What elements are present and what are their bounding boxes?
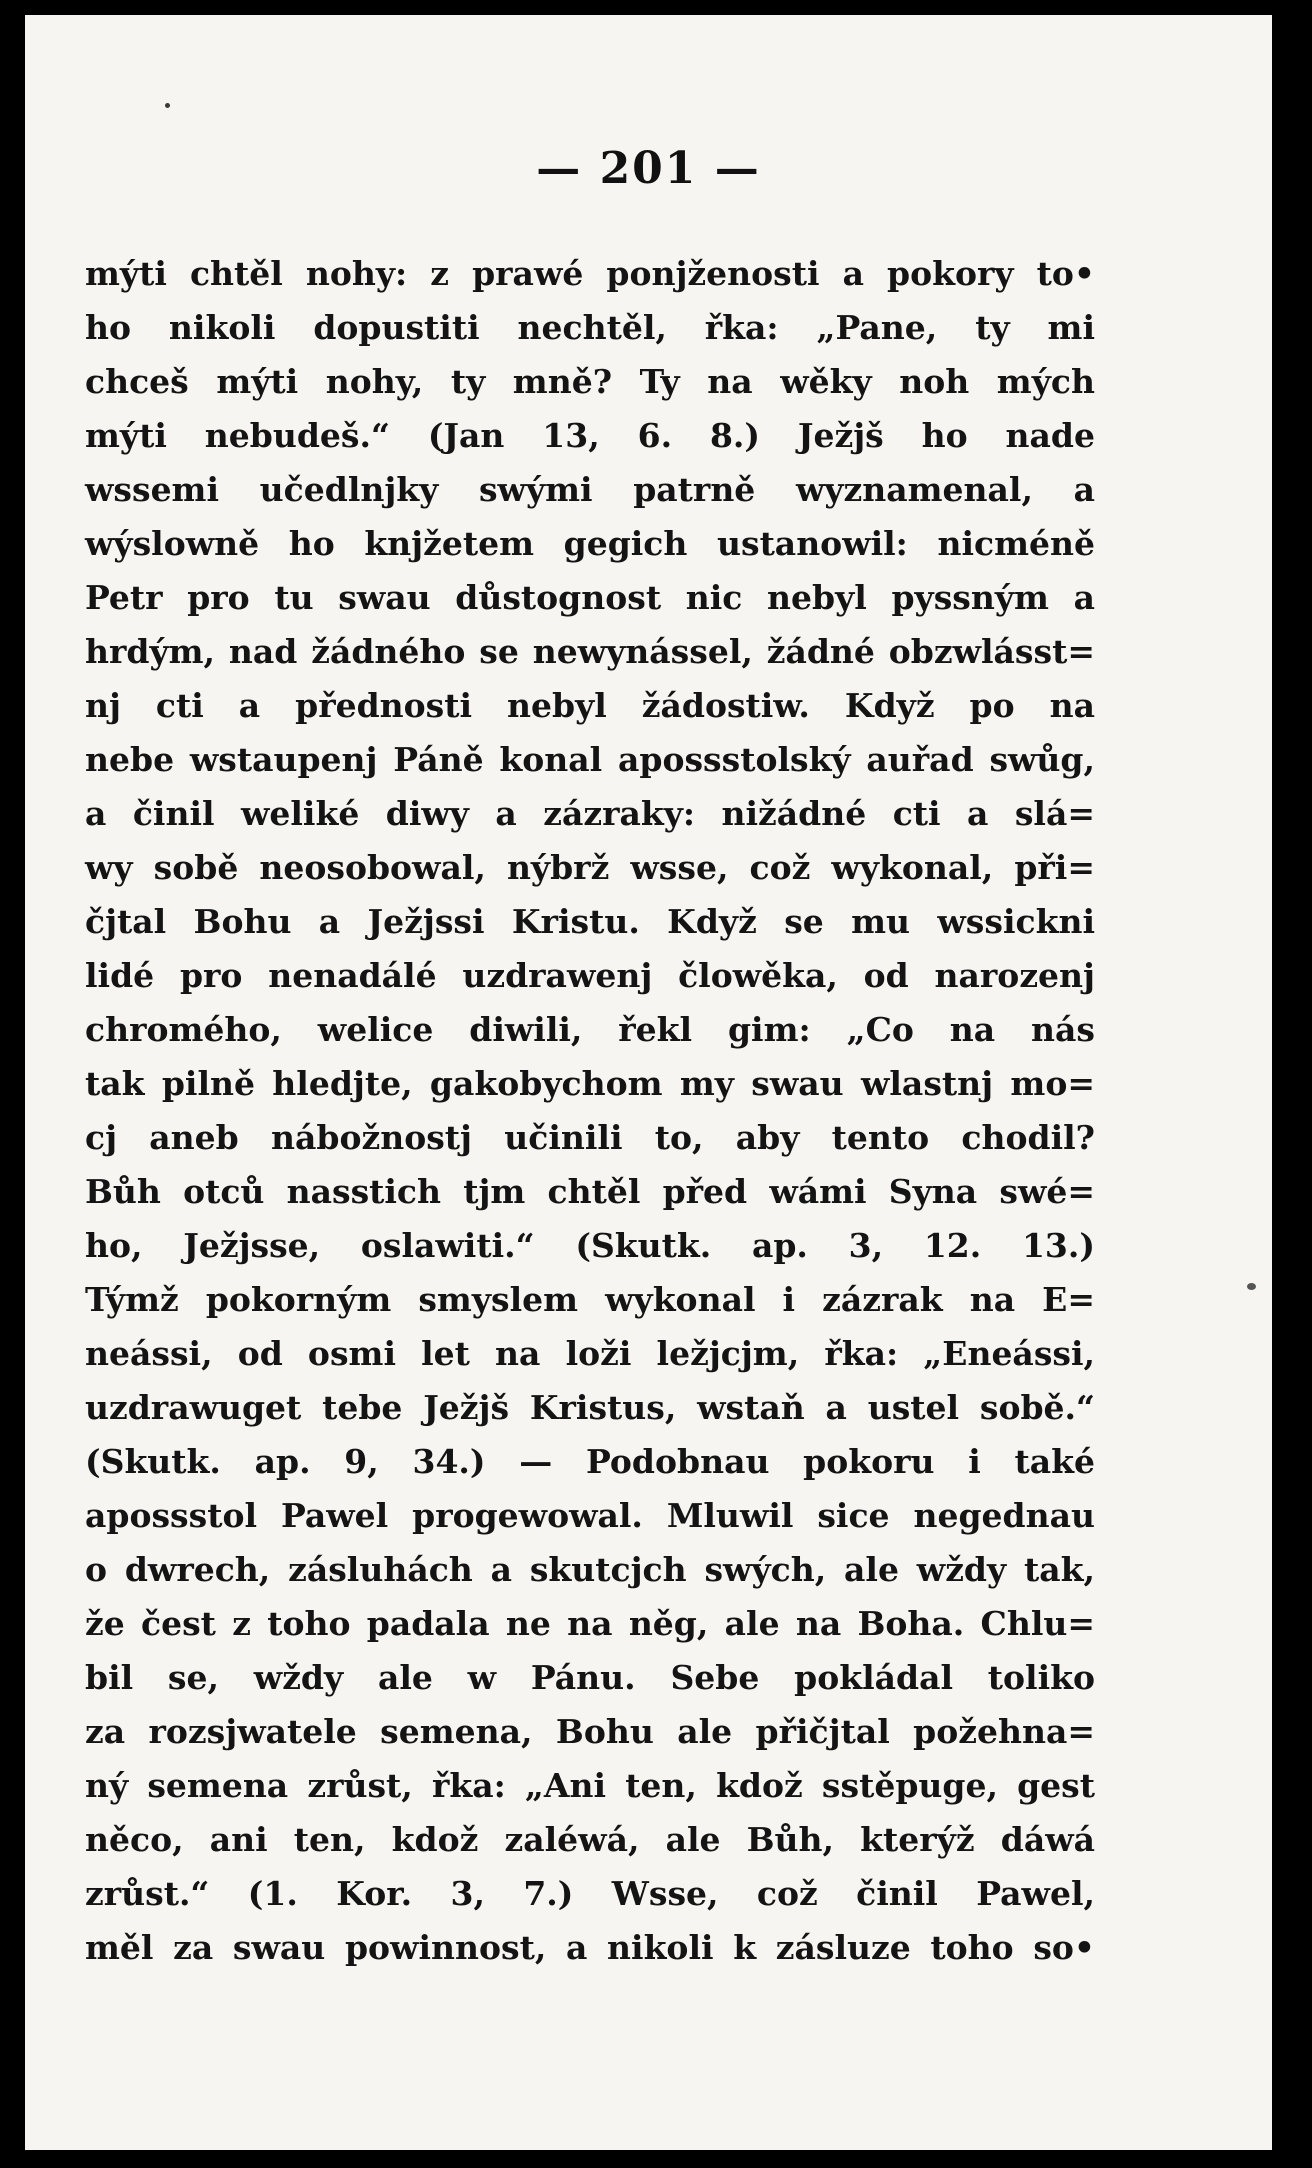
text-line: mýti chtěl nohy: z prawé ponjženosti a pokory to• xyxy=(85,254,1095,293)
text-line: o dwrech, zásluhách a skutcjch swých, ale wždy tak, xyxy=(85,1550,1095,1589)
text-line: lidé pro nenadálé uzdrawenj člowěka, od narozenj xyxy=(85,956,1095,995)
text-line: wssemi učedlnjky swými patrně wyznamenal, a xyxy=(85,470,1095,509)
text-line: bil se, wždy ale w Pánu. Sebe pokládal toliko xyxy=(85,1658,1095,1697)
text-line: tak pilně hledjte, gakobychom my swau wlastnj mo= xyxy=(85,1064,1095,1103)
text-line: apossstol Pawel progewowal. Mluwil sice negednau xyxy=(85,1496,1095,1535)
ink-speck xyxy=(165,103,170,108)
text-line: wýslowně ho knjžetem gegich ustanowil: nicméně xyxy=(85,524,1095,563)
text-line: a činil weliké diwy a zázraky: nižádné cti a slá= xyxy=(85,794,1095,833)
body-text xyxy=(85,247,1095,1975)
text-line: Petr pro tu swau důstognost nic nebyl pyssným a xyxy=(85,578,1095,617)
text-line: že čest z toho padala ne na něg, ale na Boha. Chlu= xyxy=(85,1604,1095,1643)
text-line: ho, Ježjsse, oslawiti.“ (Skutk. ap. 3, 12. 13.) xyxy=(85,1226,1095,1265)
text-line: (Skutk. ap. 9, 34.) — Podobnau pokoru i také xyxy=(85,1442,1095,1481)
text-line: mýti nebudeš.“ (Jan 13, 6. 8.) Ježjš ho nade xyxy=(85,416,1095,455)
text-line: Bůh otců nasstich tjm chtěl před wámi Syna swé= xyxy=(85,1172,1095,1211)
text-line: uzdrawuget tebe Ježjš Kristus, wstaň a ustel sobě.“ xyxy=(85,1388,1095,1427)
page-number: — 201 — xyxy=(536,143,761,194)
text-line: něco, ani ten, kdož zaléwá, ale Bůh, kterýž dáwá xyxy=(85,1820,1095,1859)
book-page xyxy=(25,15,1272,2150)
text-line: za rozsjwatele semena, Bohu ale přičjtal požehna= xyxy=(85,1712,1095,1751)
text-line: měl za swau powinnost, a nikoli k zásluze toho so• xyxy=(85,1928,1095,1967)
text-line: wy sobě neosobowal, nýbrž wsse, což wykonal, při= xyxy=(85,848,1095,887)
text-line: hrdým, nad žádného se newynássel, žádné obzwlásst= xyxy=(85,632,1095,671)
text-line: ho nikoli dopustiti nechtěl, řka: „Pane, ty mi xyxy=(85,308,1095,347)
text-line: ný semena zrůst, řka: „Ani ten, kdož sstěpuge, gest xyxy=(85,1766,1095,1805)
text-line: chromého, welice diwili, řekl gim: „Co na nás xyxy=(85,1010,1095,1049)
text-line: zrůst.“ (1. Kor. 3, 7.) Wsse, což činil Pawel, xyxy=(85,1874,1095,1913)
ink-speck xyxy=(1247,1283,1256,1290)
text-line: nj cti a přednosti nebyl žádostiw. Když po na xyxy=(85,686,1095,725)
text-line: nebe wstaupenj Páně konal apossstolský auřad swůg, xyxy=(85,740,1095,779)
text-line: cj aneb nábožnostj učinili to, aby tento chodil? xyxy=(85,1118,1095,1157)
text-line: čjtal Bohu a Ježjssi Kristu. Když se mu wssickni xyxy=(85,902,1095,941)
text-line: neássi, od osmi let na loži ležjcjm, řka: „Eneássi, xyxy=(85,1334,1095,1373)
text-line: chceš mýti nohy, ty mně? Ty na wěky noh mých xyxy=(85,362,1095,401)
text-line: Týmž pokorným smyslem wykonal i zázrak na E= xyxy=(85,1280,1095,1319)
